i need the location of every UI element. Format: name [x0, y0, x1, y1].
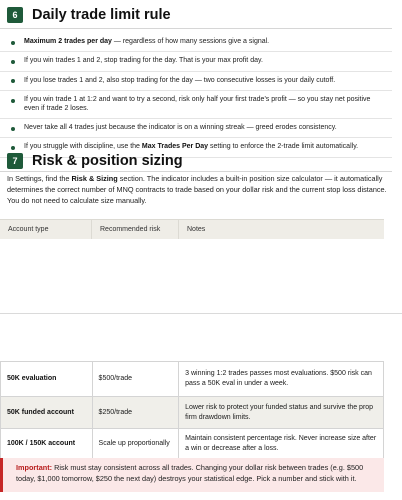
bullet-text: setting to enforce the 2-trade limit automatically.	[208, 143, 359, 151]
cell-risk: $250/trade	[93, 397, 180, 428]
section-divider	[0, 171, 392, 172]
page-break-divider	[0, 313, 402, 314]
risk-table-body	[0, 361, 384, 459]
section-title: Daily trade limit rule	[32, 7, 171, 23]
cell-risk: Scale up proportionally	[93, 429, 180, 458]
section-7-header	[7, 153, 183, 169]
bullet-text: Never take all 4 trades just because the indicator is on a winning streak — greed erodes consistency.	[24, 124, 337, 132]
table-header-row	[0, 219, 384, 239]
section-title: Risk & position sizing	[32, 153, 183, 169]
bullet-dot-icon	[11, 41, 15, 45]
bullet-item	[0, 33, 392, 52]
bullet-dot-icon	[11, 60, 15, 64]
daily-limit-bullet-list	[0, 33, 392, 158]
bullet-dot-icon	[11, 127, 15, 131]
column-header-account-type: Account type	[0, 220, 92, 239]
bullet-dot-icon	[11, 79, 15, 83]
paragraph-bold-text: Risk & Sizing	[71, 174, 118, 183]
callout-label: Important:	[16, 463, 53, 472]
table-row	[1, 362, 383, 397]
cell-account: 50K funded account	[1, 397, 93, 428]
cell-notes: Lower risk to protect your funded status and survive the prop firm drawdown limits.	[185, 403, 374, 421]
column-header-recommended-risk: Recommended risk	[92, 220, 179, 239]
section-number-badge: 7	[7, 153, 23, 169]
section-divider	[0, 28, 392, 29]
bullet-text: If you lose trades 1 and 2, also stop trading for the day — two consecutive losses is your daily cutoff.	[24, 76, 336, 84]
paragraph-text: In Settings, find the	[7, 174, 72, 183]
cell-account: 100K / 150K account	[1, 429, 93, 458]
column-header-notes: Notes	[187, 226, 206, 233]
cell-notes: 3 winning 1:2 trades passes most evaluations. $500 risk can pass a 50K eval in under a week.	[185, 370, 372, 387]
risk-sizing-paragraph	[7, 174, 387, 206]
bullet-item	[0, 72, 392, 91]
bullet-item	[0, 91, 392, 119]
bullet-bold-text: Max Trades Per Day	[141, 143, 209, 151]
bullet-item	[0, 52, 392, 71]
bullet-text: If you win trades 1 and 2, stop trading for the day. That is your max profit day.	[24, 57, 263, 65]
cell-notes: Maintain consistent percentage risk. Never increase size after a win or decrease after a loss.	[185, 434, 377, 452]
important-callout	[0, 458, 384, 492]
bullet-item	[0, 119, 392, 138]
callout-text: Risk must stay consistent across all trades. Changing your dollar risk between trades (e.g. $500 today, $1,000 tomorrow, $250 the next day) destroys your statistical edge. Pick a number and stick with it.	[16, 463, 364, 483]
section-6-header	[7, 7, 171, 23]
section-number-badge: 6	[7, 7, 23, 23]
table-row	[1, 429, 383, 458]
cell-account: 50K evaluation	[1, 362, 93, 396]
cell-risk: $500/trade	[93, 362, 180, 396]
bullet-dot-icon	[11, 146, 15, 150]
bullet-text: If you win trade 1 at 1:2 and want to try a second, risk only half your first trade's profit — so you stay net positive even if trade 2 loses.	[24, 96, 371, 112]
bullet-dot-icon	[11, 99, 15, 103]
bullet-text: If you struggle with discipline, use the	[24, 143, 142, 151]
bullet-text: — regardless of how many sessions give a signal.	[111, 38, 270, 45]
paragraph-text: section. The indicator includes a built-in position size calculator — it automatically determines the correct number of MNQ contracts to trade based on your dollar risk and the current stop loss distance. You do not need to calculate size manually.	[7, 174, 387, 205]
table-row	[1, 397, 383, 429]
bullet-bold-text: Maximum 2 trades per day	[24, 38, 112, 45]
